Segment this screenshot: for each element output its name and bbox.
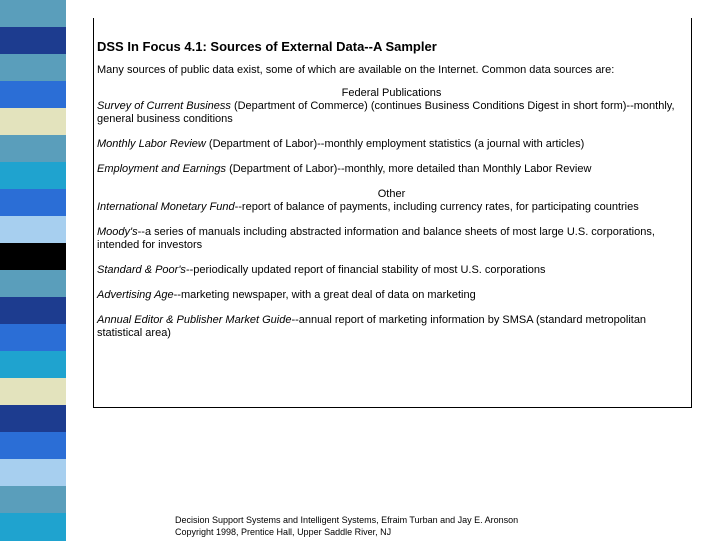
stripe-block — [0, 324, 66, 352]
publication-name: Employment and Earnings — [97, 163, 227, 175]
content-box — [93, 18, 692, 408]
stripe-block — [0, 216, 66, 244]
stripe-block — [0, 54, 66, 82]
stripe-block — [0, 378, 66, 406]
publication-name: Advertising Age — [97, 289, 174, 301]
list-item — [97, 264, 686, 277]
publication-name: Annual Editor & Publisher Market Guide — [97, 314, 292, 326]
publication-description: (Department of Labor)--monthly employment statistics (a journal with articles) — [205, 138, 585, 150]
stripe-block — [0, 189, 66, 217]
footer-line-1: Decision Support Systems and Intelligent Systems, Efraim Turban and Jay E. Aronson — [175, 515, 519, 525]
list-item — [97, 226, 686, 252]
stripe-block — [0, 0, 66, 28]
list-item — [97, 289, 686, 302]
publication-name: International Monetary Fund — [97, 201, 235, 213]
list-item — [97, 138, 686, 151]
section-heading-other: Other — [377, 188, 406, 200]
section-heading-federal: Federal Publications — [341, 87, 442, 99]
publication-description: (Department of Labor)--monthly, more detailed than Monthly Labor Review — [226, 163, 592, 175]
stripe-block — [0, 162, 66, 190]
document-title: DSS In Focus 4.1: Sources of External Data--A Sampler — [97, 39, 437, 54]
publication-name: Monthly Labor Review — [97, 138, 206, 150]
publication-description: --report of balance of payments, including currency rates, for participating countries — [234, 201, 639, 213]
stripe-block — [0, 27, 66, 55]
publication-description: --periodically updated report of financial stability of most U.S. corporations — [185, 264, 546, 276]
stripe-block — [0, 297, 66, 325]
stripe-block — [0, 513, 66, 541]
stripe-block — [0, 486, 66, 514]
stripe-block — [0, 405, 66, 433]
stripe-block — [0, 459, 66, 487]
stripe-block — [0, 432, 66, 460]
publication-description: --marketing newspaper, with a great deal of data on marketing — [173, 289, 476, 301]
publication-name: Survey of Current Business — [97, 100, 231, 112]
footer-credit — [175, 514, 518, 538]
stripe-block — [0, 135, 66, 163]
list-item — [97, 201, 686, 214]
stripe-block — [0, 270, 66, 298]
decorative-stripe — [0, 0, 66, 540]
list-item — [97, 100, 686, 126]
stripe-block — [0, 108, 66, 136]
publication-description: --a series of manuals including abstracted information and balance sheets of most large U.S. corporations, intended for investors — [97, 226, 655, 251]
publication-description: (Department of Commerce) (continues Business Conditions Digest in short form)--monthly, general business conditions — [97, 100, 675, 125]
publication-name: Standard & Poor's — [97, 264, 186, 276]
publication-description: --annual report of marketing information by SMSA (standard metropolitan statistical area) — [97, 314, 647, 339]
stripe-block — [0, 351, 66, 379]
intro-text: Many sources of public data exist, some of which are available on the Internet. Common data sources are: — [97, 64, 615, 76]
list-item — [97, 314, 686, 340]
stripe-block — [0, 81, 66, 109]
publication-name: Moody's — [97, 226, 138, 238]
list-item — [97, 163, 686, 176]
footer-line-2: Copyright 1998, Prentice Hall, Upper Saddle River, NJ — [175, 527, 392, 537]
stripe-block — [0, 243, 66, 271]
